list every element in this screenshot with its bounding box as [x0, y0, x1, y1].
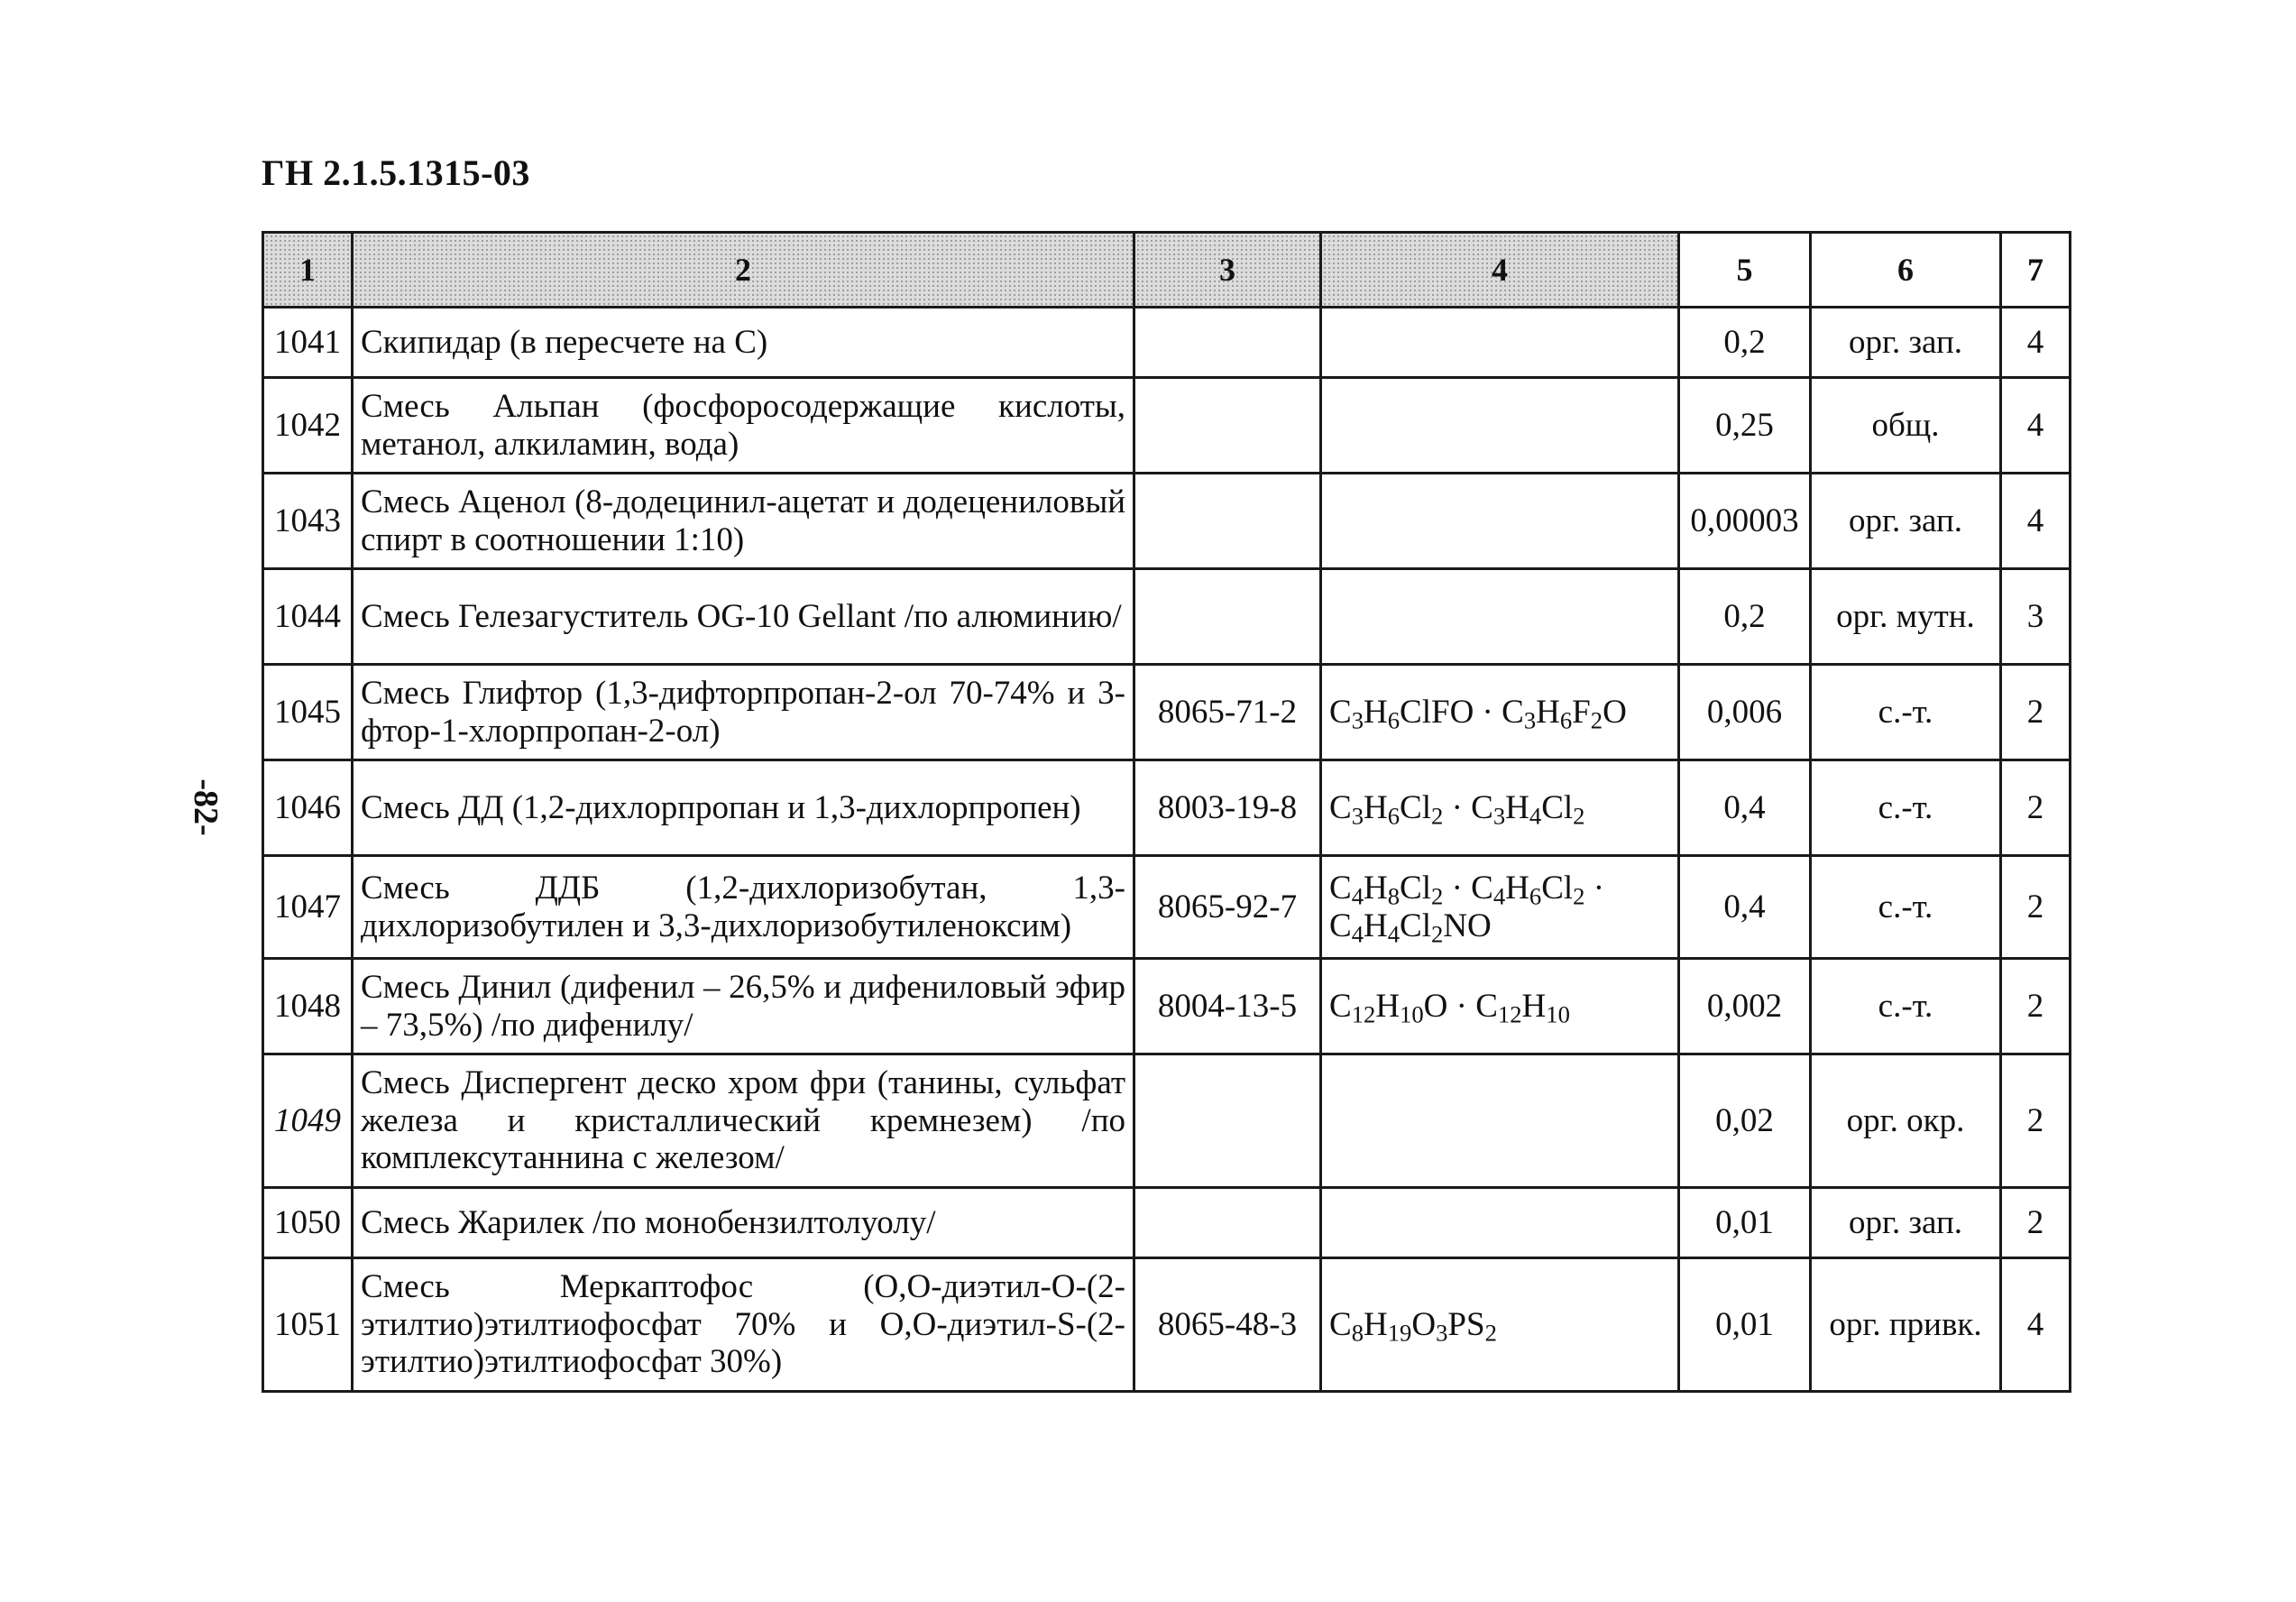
limit-value: 0,01: [1679, 1258, 1811, 1392]
table-row: [263, 856, 2071, 959]
limit-value: 0,4: [1679, 856, 1811, 959]
substance-name: Смесь Аценол (8-додецинил-ацетат и додецениловый спирт в соотношении 1:10): [353, 474, 1134, 569]
cas-number: 8004-13-5: [1134, 959, 1321, 1054]
hazard-class: 4: [2001, 378, 2071, 474]
hazard-indicator: орг. зап.: [1811, 474, 2001, 569]
cas-number: 8065-71-2: [1134, 665, 1321, 760]
row-number: 1041: [263, 308, 353, 378]
hazard-class: 4: [2001, 1258, 2071, 1392]
hazard-indicator: орг. зап.: [1811, 308, 2001, 378]
hazard-class: 2: [2001, 665, 2071, 760]
table-row: [263, 760, 2071, 856]
substance-name: Смесь Гелезагуститель OG-10 Gellant /по алюминию/: [353, 569, 1134, 665]
chemical-formula: [1321, 308, 1679, 378]
substances-table: [262, 231, 2071, 1393]
substance-name: Смесь ДДБ (1,2-дихлоризобутан, 1,3-дихлоризобутилен и 3,3-дихлоризобутиленоксим): [353, 856, 1134, 959]
hazard-class: 3: [2001, 569, 2071, 665]
header-row: [263, 233, 2071, 308]
cas-number: 8003-19-8: [1134, 760, 1321, 856]
row-number: 1048: [263, 959, 353, 1054]
table-row: [263, 959, 2071, 1054]
limit-value: 0,006: [1679, 665, 1811, 760]
substance-name: Смесь Диспергент деско хром фри (танины, сульфат железа и кристаллический кремнезем) /по комплексутаннина с железом/: [353, 1054, 1134, 1188]
hazard-indicator: орг. привк.: [1811, 1258, 2001, 1392]
document-code: ГН 2.1.5.1315-03: [262, 152, 530, 193]
limit-value: 0,002: [1679, 959, 1811, 1054]
chemical-formula: [1321, 474, 1679, 569]
row-number: 1045: [263, 665, 353, 760]
hazard-indicator: с.-т.: [1811, 959, 2001, 1054]
table-row: [263, 1054, 2071, 1188]
cas-number: [1134, 1188, 1321, 1258]
table-row: [263, 308, 2071, 378]
hazard-class: 4: [2001, 474, 2071, 569]
substance-name: Смесь Глифтор (1,3-дифторпропан-2-ол 70-74% и 3-фтор-1-хлорпропан-2-ол): [353, 665, 1134, 760]
cas-number: [1134, 378, 1321, 474]
chemical-formula: $C_{12}H_{10}O \cdot C_{12}H_{10}$: [1321, 959, 1679, 1054]
table-row: [263, 1258, 2071, 1392]
col-header-2: 2: [353, 233, 1134, 308]
hazard-class: 4: [2001, 308, 2071, 378]
substance-name: Смесь Жарилек /по монобензилтолуолу/: [353, 1188, 1134, 1258]
col-header-4: 4: [1321, 233, 1679, 308]
row-number: 1050: [263, 1188, 353, 1258]
limit-value: 0,2: [1679, 308, 1811, 378]
hazard-class: 2: [2001, 760, 2071, 856]
hazard-class: 2: [2001, 1188, 2071, 1258]
chemical-formula: [1321, 1188, 1679, 1258]
table-row: [263, 569, 2071, 665]
row-number: 1043: [263, 474, 353, 569]
substance-name: Смесь Меркаптофос (О,О-диэтил-О-(2-этилтио)этилтиофосфат 70% и О,О-диэтил-S-(2-этилтио)этилтиофосфат 30%): [353, 1258, 1134, 1392]
limit-value: 0,00003: [1679, 474, 1811, 569]
limit-value: 0,4: [1679, 760, 1811, 856]
row-number: 1042: [263, 378, 353, 474]
table-row: [263, 474, 2071, 569]
table-row: [263, 378, 2071, 474]
col-header-5: 5: [1679, 233, 1811, 308]
row-number: 1049: [263, 1054, 353, 1188]
col-header-7: 7: [2001, 233, 2071, 308]
table-row: [263, 665, 2071, 760]
hazard-indicator: с.-т.: [1811, 665, 2001, 760]
col-header-3: 3: [1134, 233, 1321, 308]
cas-number: [1134, 1054, 1321, 1188]
chemical-formula: [1321, 569, 1679, 665]
substance-name: Смесь ДД (1,2-дихлорпропан и 1,3-дихлорпропен): [353, 760, 1134, 856]
col-header-1: 1: [263, 233, 353, 308]
substance-name: Смесь Альпан (фосфоросодержащие кислоты, метанол, алкиламин, вода): [353, 378, 1134, 474]
cas-number: [1134, 474, 1321, 569]
limit-value: 0,2: [1679, 569, 1811, 665]
col-header-6: 6: [1811, 233, 2001, 308]
page-number: -82-: [187, 778, 225, 836]
chemical-formula: $C_3H_6Cl_2 \cdot C_3H_4Cl_2$: [1321, 760, 1679, 856]
row-number: 1046: [263, 760, 353, 856]
hazard-indicator: общ.: [1811, 378, 2001, 474]
hazard-indicator: орг. окр.: [1811, 1054, 2001, 1188]
hazard-class: 2: [2001, 959, 2071, 1054]
substance-name: Смесь Динил (дифенил – 26,5% и дифениловый эфир – 73,5%) /по дифенилу/: [353, 959, 1134, 1054]
limit-value: 0,02: [1679, 1054, 1811, 1188]
cas-number: [1134, 308, 1321, 378]
row-number: 1047: [263, 856, 353, 959]
row-number: 1044: [263, 569, 353, 665]
hazard-class: 2: [2001, 1054, 2071, 1188]
hazard-indicator: с.-т.: [1811, 760, 2001, 856]
table-row: [263, 1188, 2071, 1258]
hazard-indicator: с.-т.: [1811, 856, 2001, 959]
cas-number: 8065-92-7: [1134, 856, 1321, 959]
cas-number: [1134, 569, 1321, 665]
chemical-formula: [1321, 378, 1679, 474]
chemical-formula: $C_4H_8Cl_2 \cdot C_4H_6Cl_2 \cdot C_4H_4Cl_2NO$: [1321, 856, 1679, 959]
hazard-indicator: орг. мутн.: [1811, 569, 2001, 665]
chemical-formula: $C_8H_{19}O_3PS_2$: [1321, 1258, 1679, 1392]
substance-name: Скипидар (в пересчете на С): [353, 308, 1134, 378]
limit-value: 0,01: [1679, 1188, 1811, 1258]
chemical-formula: [1321, 1054, 1679, 1188]
cas-number: 8065-48-3: [1134, 1258, 1321, 1392]
hazard-class: 2: [2001, 856, 2071, 959]
limit-value: 0,25: [1679, 378, 1811, 474]
row-number: 1051: [263, 1258, 353, 1392]
chemical-formula: $C_3H_6ClFO \cdot C_3H_6F_2O$: [1321, 665, 1679, 760]
hazard-indicator: орг. зап.: [1811, 1188, 2001, 1258]
